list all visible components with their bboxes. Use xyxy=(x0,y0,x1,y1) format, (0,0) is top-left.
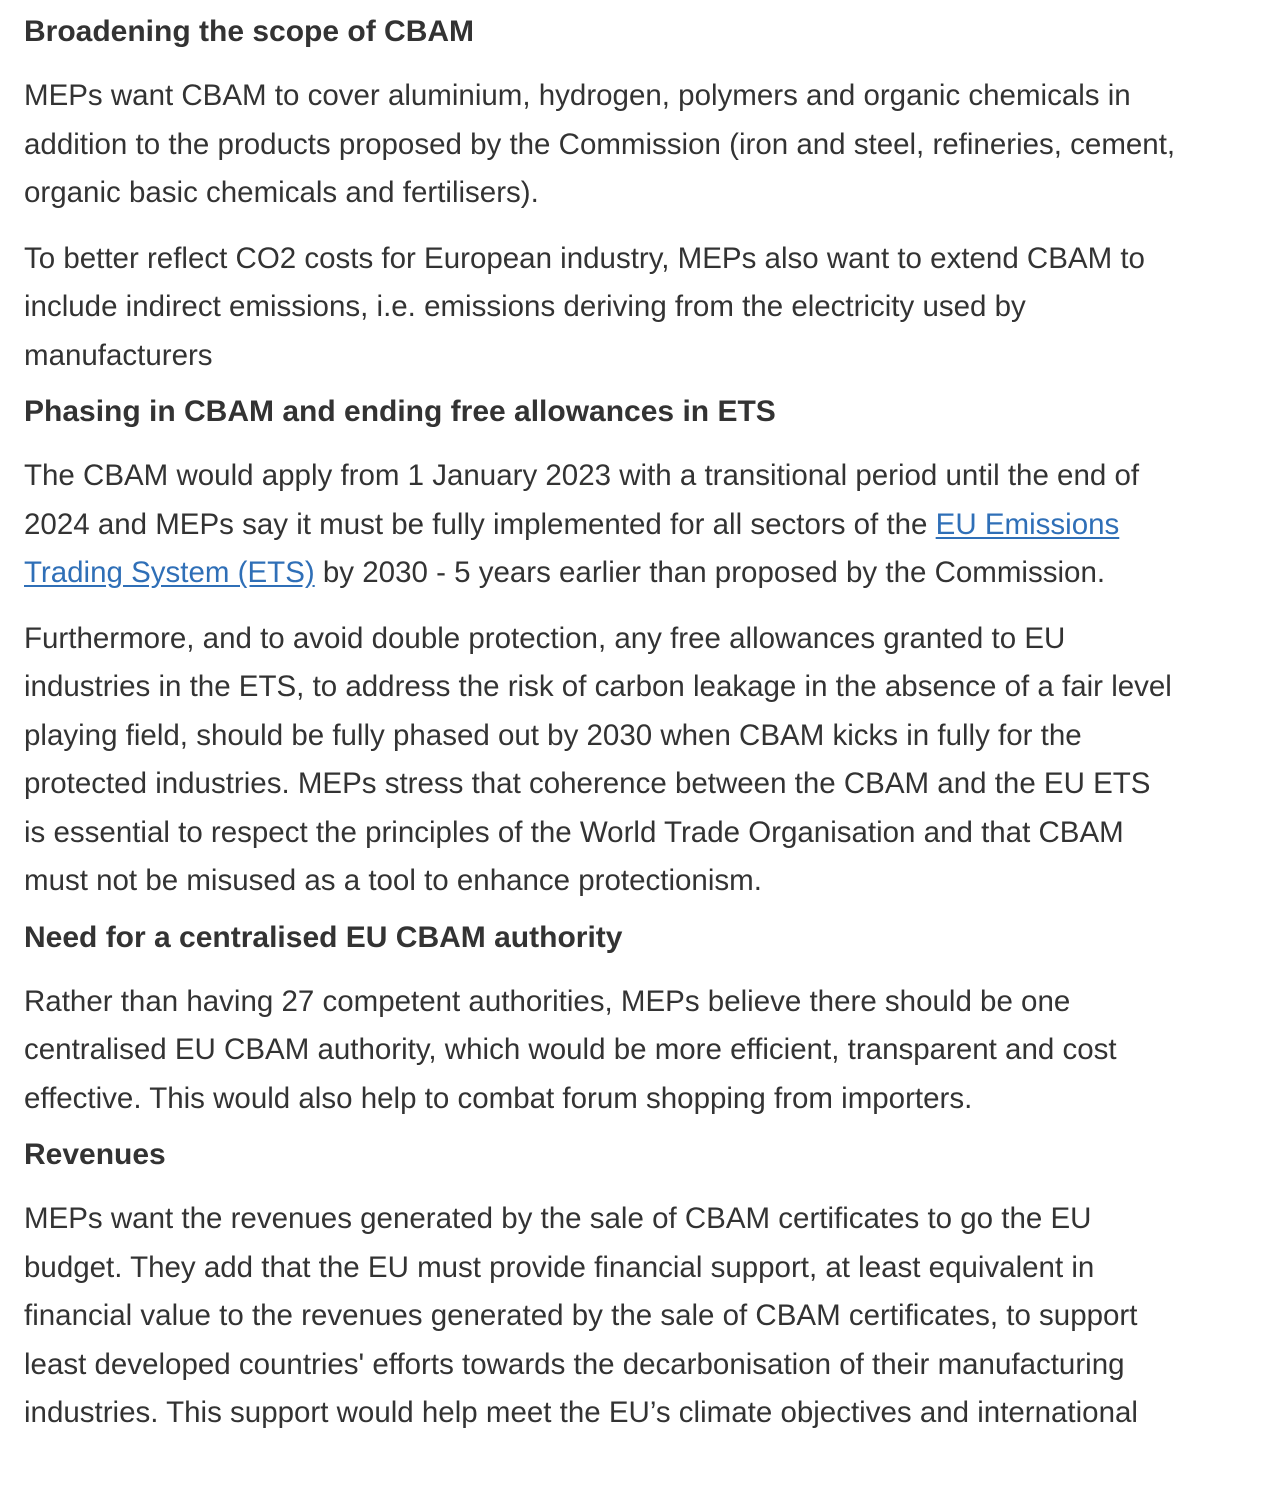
paragraph-free-allowances xyxy=(24,615,1280,906)
text-line xyxy=(24,501,1280,550)
text-line: manufacturers xyxy=(24,338,213,372)
section-heading-revenues: Revenues xyxy=(24,1138,166,1171)
text-line: industries. This support would help meet the EU’s climate objectives and international xyxy=(24,1396,1138,1429)
text-line xyxy=(24,549,1280,598)
text-line: least developed countries' efforts towards the decarbonisation of their manufacturing xyxy=(24,1347,1125,1381)
text-line: effective. This would also help to combat forum shopping from importers. xyxy=(24,1081,973,1115)
article-body xyxy=(24,0,1280,1438)
text-fragment: 2024 and MEPs say it must be fully implemented for all sectors of the xyxy=(24,507,936,541)
text-line: playing field, should be fully phased out by 2030 when CBAM kicks in fully for the xyxy=(24,718,1082,752)
section-heading-authority: Need for a centralised EU CBAM authority xyxy=(24,920,623,954)
text-line: MEPs want the revenues generated by the sale of CBAM certificates to go the EU xyxy=(24,1202,1092,1235)
paragraph-indirect-emissions xyxy=(24,235,1280,381)
text-line: The CBAM would apply from 1 January 2023 with a transitional period until the end of xyxy=(24,459,1140,492)
text-line: addition to the products proposed by the Commission (iron and steel, refineries, cement, xyxy=(24,127,1176,161)
eu-ets-link[interactable]: EU Emissions xyxy=(935,507,1120,541)
text-line: include indirect emissions, i.e. emissions deriving from the electricity used by xyxy=(24,290,1026,323)
text-line: protected industries. MEPs stress that coherence between the CBAM and the EU ETS xyxy=(24,767,1151,800)
text-line: is essential to respect the principles of the World Trade Organisation and that CBAM xyxy=(24,815,1124,849)
text-line: Furthermore, and to avoid double protection, any free allowances granted to EU xyxy=(24,621,1066,655)
section-heading-scope: Broadening the scope of CBAM xyxy=(24,15,475,48)
text-line: must not be misused as a tool to enhance protectionism. xyxy=(24,864,762,897)
section-heading-phasing: Phasing in CBAM and ending free allowances in ETS xyxy=(24,395,776,428)
text-line: MEPs want CBAM to cover aluminium, hydrogen, polymers and organic chemicals in xyxy=(24,79,1131,112)
text-line: To better reflect CO2 costs for European industry, MEPs also want to extend CBAM to xyxy=(24,241,1145,275)
text-line: Rather than having 27 competent authorities, MEPs believe there should be one xyxy=(24,984,1071,1018)
text-line: organic basic chemicals and fertilisers). xyxy=(24,176,539,209)
text-fragment: by 2030 - 5 years earlier than proposed by the Commission. xyxy=(314,556,1106,589)
text-line: financial value to the revenues generated by the sale of CBAM certificates, to support xyxy=(24,1299,1138,1332)
paragraph-scope-products xyxy=(24,72,1280,218)
paragraph-authority xyxy=(24,978,1280,1124)
text-line: industries in the ETS, to address the risk of carbon leakage in the absence of a fair level xyxy=(24,670,1172,703)
text-line: budget. They add that the EU must provide financial support, at least equivalent in xyxy=(24,1250,1095,1284)
paragraph-revenues xyxy=(24,1195,1280,1438)
text-line: centralised EU CBAM authority, which would be more efficient, transparent and cost xyxy=(24,1033,1117,1066)
eu-ets-link-continued[interactable]: Trading System (ETS) xyxy=(24,556,315,589)
paragraph-phasing-timeline xyxy=(24,452,1280,598)
